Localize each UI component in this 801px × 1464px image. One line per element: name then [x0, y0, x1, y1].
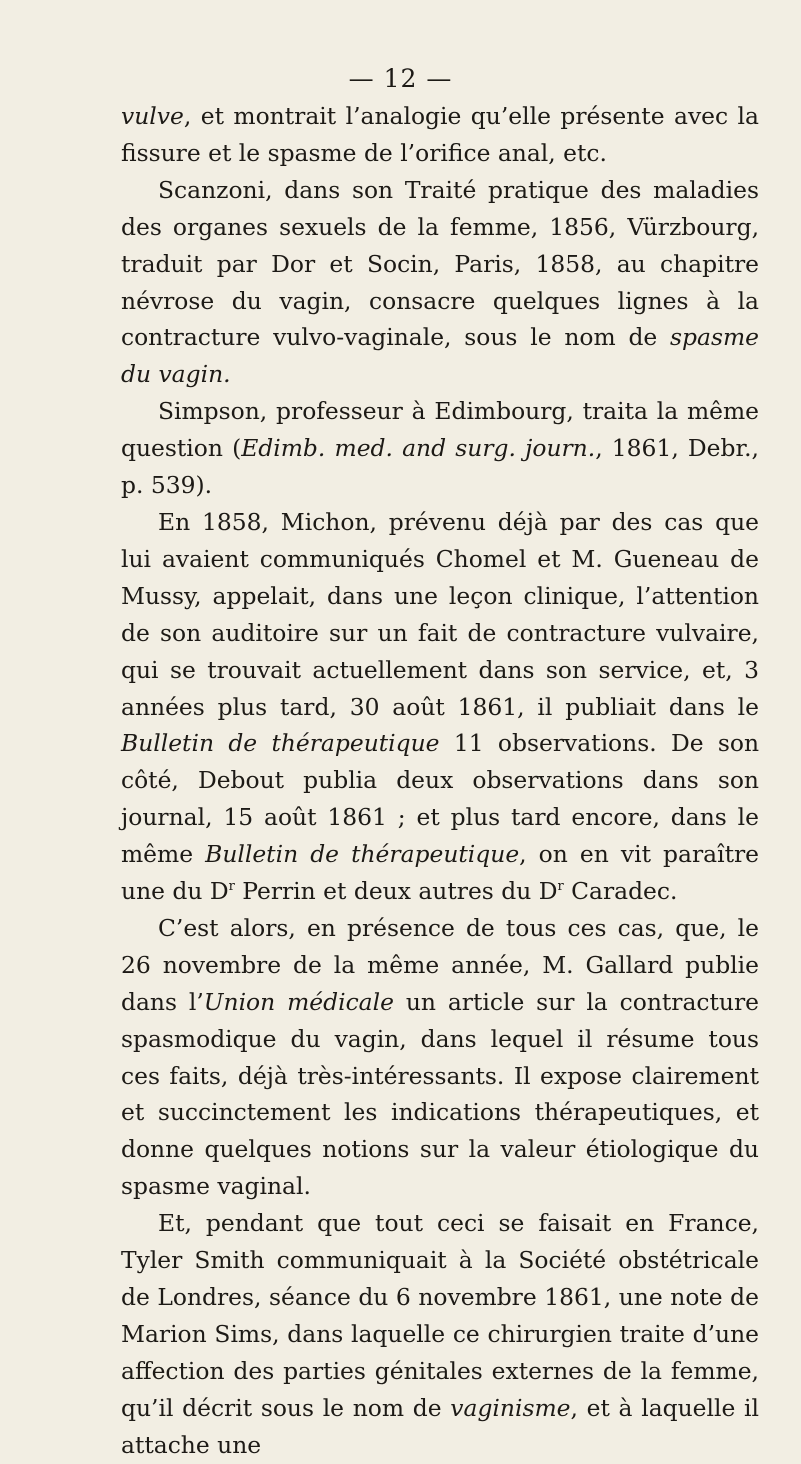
text-run: , on en vit paraître une du D — [121, 840, 760, 906]
italic-text: Union médicale — [203, 987, 394, 1016]
text-run: un article sur la contracture spasmodique du vagin, dans lequel il résume tous ces faits, déjà très-intéressants. Il expose clairement et succinctement les indications thérapeutiques, et donne quelques notions sur la valeur étiologique du spasme vaginal. — [121, 987, 760, 1201]
paragraph — [121, 172, 759, 393]
text-run: C’est alors, en présence de tous ces cas, que, le 26 novembre de la même année, M. Gallard publie dans l’ — [121, 913, 759, 1016]
paragraph — [121, 1205, 759, 1463]
text-run: Et, pendant que tout ceci se faisait en France, Tyler Smith communiquait à la Société obstétricale de Londres, séance du 6 novembre 1861, une note de Marion Sims, dans laquelle ce chirurgien traite d’une affection des parties génitales externes de la femme, qu’il décrit sous le nom de — [121, 1209, 759, 1422]
italic-text: vaginisme — [450, 1393, 571, 1422]
text-run: Caradec. — [563, 877, 678, 906]
text-run: Simpson, professeur à Edimbourg, traita la même question ( — [121, 397, 759, 463]
text-run: 11 observations. De son côté, Debout publia deux observations dans son journal, 15 août 1861 ; et plus tard encore, dans le même — [121, 729, 760, 869]
text-run: , et à laquelle il attache une — [121, 1393, 759, 1459]
text-run: , 1861, Debr., p. 539). — [121, 434, 759, 500]
italic-text: Edimb. med. and surg. journ. — [241, 434, 596, 463]
italic-text: spasme du vagin. — [121, 323, 759, 389]
body-text — [121, 98, 759, 1464]
paragraph — [121, 910, 759, 1205]
page-number: — 12 — — [348, 64, 453, 93]
paragraph — [121, 393, 759, 504]
italic-text: Bulletin de thérapeutique — [121, 729, 440, 758]
text-run: , et montrait l’analogie qu’elle présente avec la fissure et le spasme de l’orifice anal, etc. — [121, 102, 759, 167]
text-run: En 1858, Michon, prévenu déjà par des cas que lui avaient communiqués Chomel et M. Gueneau de Mussy, appelait, dans une leçon clinique, l’attention de son auditoire sur un fait de contracture vulvaire, qui se trouvait actuellement dans son service, et, 3 années plus tard, 30 août 1861, il publiait dans le — [121, 507, 759, 721]
italic-text: vulve — [121, 102, 184, 130]
superscript: r — [228, 879, 235, 895]
superscript: r — [557, 879, 564, 895]
text-run: Scanzoni, dans son Traité pratique des maladies des organes sexuels de la femme, 1856, Vürzbourg, traduit par Dor et Socin, Paris, 1858, au chapitre névrose du vagin, consacre quelques lignes à la contracture vulvo-vaginale, sous le nom de — [121, 175, 759, 352]
text-run: Perrin et deux autres du D — [234, 877, 558, 906]
italic-text: Bulletin de thérapeutique — [205, 840, 520, 869]
paragraph — [121, 98, 759, 172]
paragraph — [121, 504, 759, 910]
